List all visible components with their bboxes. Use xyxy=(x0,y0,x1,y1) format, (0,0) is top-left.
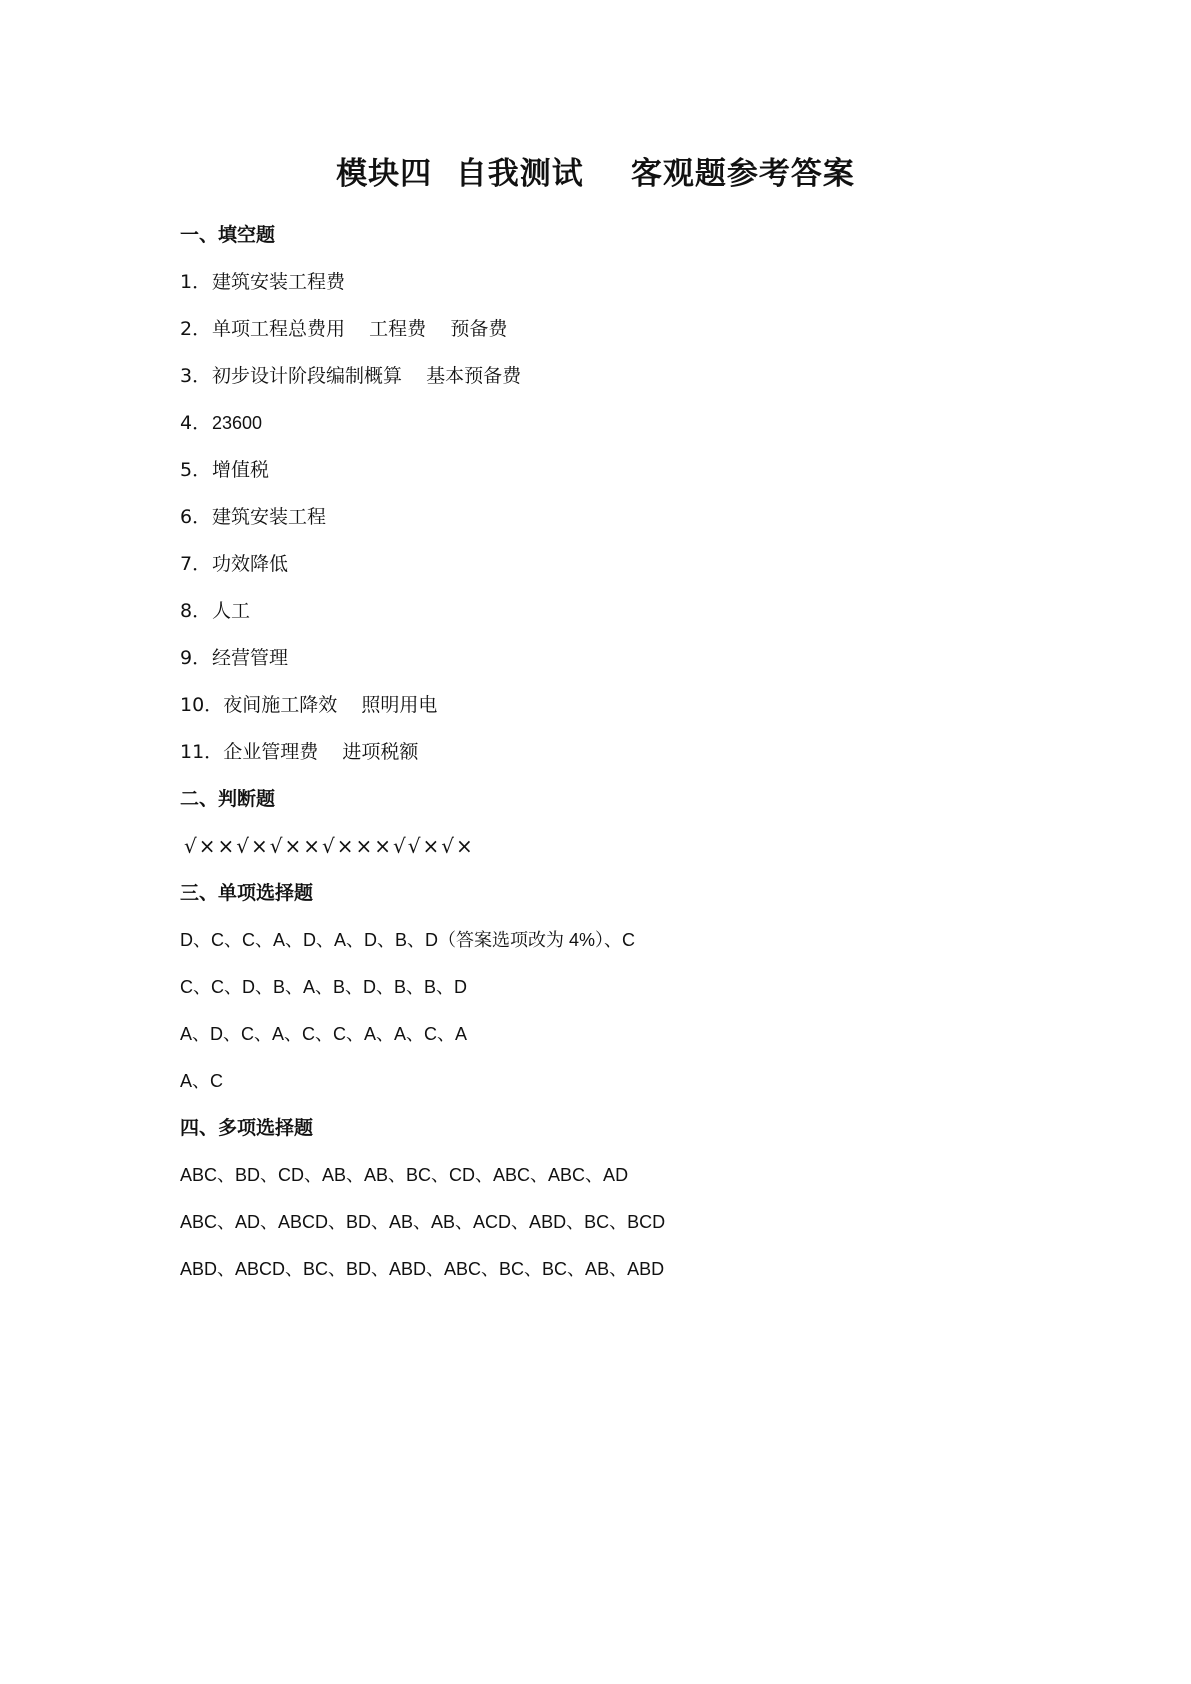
item-number: 3． xyxy=(180,365,212,387)
single-choice-answers-row: D、C、C、A、D、A、D、B、D（答案选项改为 4%）、C xyxy=(180,930,636,950)
answer-item xyxy=(180,682,1080,729)
answer-item xyxy=(180,353,1080,400)
item-answer: 初步设计阶段编制概算 基本预备费 xyxy=(212,365,522,387)
multiple-choice-answers-row: ABD、ABCD、BC、BD、ABD、ABC、BC、BC、AB、ABD xyxy=(180,1259,665,1279)
answer-item xyxy=(180,541,1080,588)
item-answer: 单项工程总费用 工程费 预备费 xyxy=(212,318,508,340)
item-answer: 23600 xyxy=(212,413,263,433)
answer-item xyxy=(180,400,1080,447)
single-choice-answers-row: A、C xyxy=(180,1071,224,1091)
item-number: 7． xyxy=(180,553,212,575)
item-number: 6． xyxy=(180,506,212,528)
item-number: 9． xyxy=(180,647,212,669)
multiple-choice-answers-row: ABC、AD、ABCD、BD、AB、AB、ACD、ABD、BC、BCD xyxy=(180,1212,666,1232)
answer-item xyxy=(180,729,1080,776)
answer-item xyxy=(180,306,1080,353)
item-number: 2． xyxy=(180,318,212,340)
section-heading-true-false: 二、判断题 xyxy=(180,788,276,810)
page-title: 模块四 自我测试 客观题参考答案 xyxy=(336,156,855,192)
item-answer: 人工 xyxy=(212,600,251,622)
answer-content xyxy=(180,212,1080,1293)
single-choice-answers-row: A、D、C、A、C、C、A、A、C、A xyxy=(180,1024,468,1044)
item-answer: 功效降低 xyxy=(212,553,289,575)
item-number: 11． xyxy=(180,741,224,763)
section-heading-multiple-choice: 四、多项选择题 xyxy=(180,1117,314,1139)
item-answer: 夜间施工降效 照明用电 xyxy=(223,694,438,716)
answer-item xyxy=(180,447,1080,494)
answer-item xyxy=(180,588,1080,635)
single-choice-answers-row: C、C、D、B、A、B、D、B、B、D xyxy=(180,977,468,997)
answer-item xyxy=(180,259,1080,306)
section-heading-single-choice: 三、单项选择题 xyxy=(180,882,314,904)
item-answer: 经营管理 xyxy=(212,647,289,669)
item-answer: 建筑安装工程 xyxy=(212,506,327,528)
item-answer: 建筑安装工程费 xyxy=(212,271,346,293)
item-answer: 增值税 xyxy=(212,459,270,481)
item-number: 10． xyxy=(180,694,224,716)
item-number: 1． xyxy=(180,271,212,293)
multiple-choice-answers-row: ABC、BD、CD、AB、AB、BC、CD、ABC、ABC、AD xyxy=(180,1165,629,1185)
item-number: 4． xyxy=(180,412,212,434)
answer-item xyxy=(180,635,1080,682)
item-number: 5． xyxy=(180,459,212,481)
answer-item xyxy=(180,494,1080,541)
item-answer: 企业管理费 进项税额 xyxy=(223,741,419,763)
section-heading-fill-blank: 一、填空题 xyxy=(180,224,276,246)
true-false-answers: √××√×√××√×××√√×√× xyxy=(184,834,475,858)
item-number: 8． xyxy=(180,600,212,622)
